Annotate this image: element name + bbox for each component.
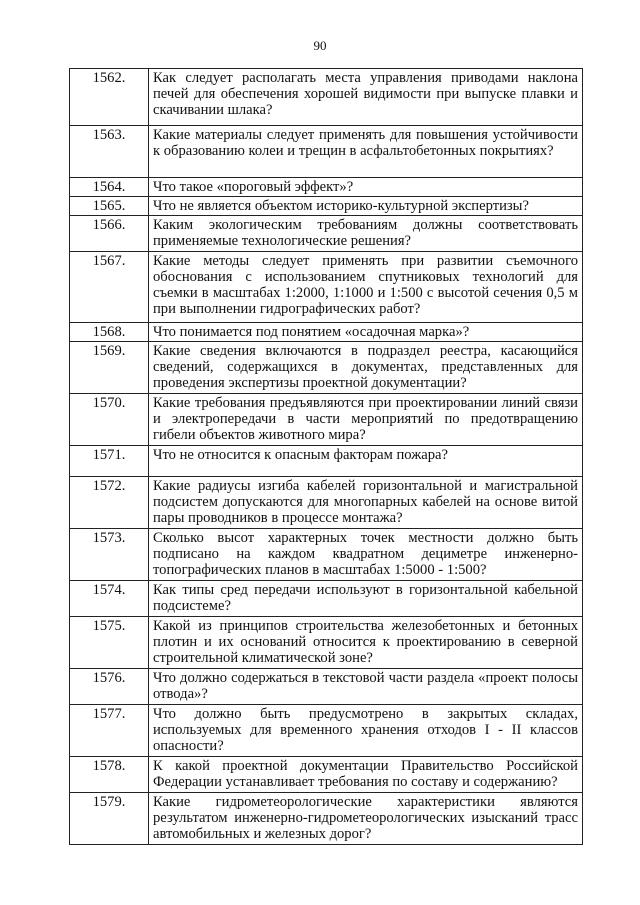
question-number: 1567. <box>70 252 149 323</box>
question-text: Какие радиусы изгиба кабелей горизонтальной и магистральной подсистем допускаются для многопарных кабелей на основе витой пары проводников в процессе монтажа? <box>149 477 583 529</box>
table-row <box>70 446 583 477</box>
question-text: Какой из принципов строительства железобетонных и бетонных плотин и их оснований относится к проектированию в северной строительной климатической зоне? <box>149 617 583 669</box>
question-number: 1572. <box>70 477 149 529</box>
question-text: Что должно быть предусмотрено в закрытых складах, используемых для временного хранения отходов I - II классов опасности? <box>149 705 583 757</box>
question-text: Какие гидрометеорологические характеристики являются результатом инженерно-гидрометеорологических изысканий трасс автомобильных и железных дорог? <box>149 793 583 845</box>
question-number: 1562. <box>70 69 149 126</box>
question-text: Какие методы следует применять при развитии съемочного обоснования с использованием спутниковых технологий для съемки в масштабах 1:2000, 1:1000 и 1:500 с высотой сечения 0,5 м при выполнении гидрографических работ? <box>149 252 583 323</box>
question-text: Что должно содержаться в текстовой части раздела «проект полосы отвода»? <box>149 669 583 705</box>
question-text: Что такое «пороговый эффект»? <box>149 178 583 197</box>
table-row <box>70 669 583 705</box>
table-row <box>70 477 583 529</box>
question-number: 1575. <box>70 617 149 669</box>
table-row <box>70 216 583 252</box>
question-number: 1571. <box>70 446 149 477</box>
table-row <box>70 793 583 845</box>
question-number: 1569. <box>70 342 149 394</box>
question-number: 1568. <box>70 323 149 342</box>
question-text: Сколько высот характерных точек местности должно быть подписано на каждом квадратном дециметре инженерно-топографических планов в масштабах 1:5000 - 1:500? <box>149 529 583 581</box>
table-row <box>70 323 583 342</box>
question-number: 1564. <box>70 178 149 197</box>
question-number: 1563. <box>70 126 149 178</box>
question-text: Как типы сред передачи используют в горизонтальной кабельной подсистеме? <box>149 581 583 617</box>
question-number: 1574. <box>70 581 149 617</box>
question-text: Что не является объектом историко-культурной экспертизы? <box>149 197 583 216</box>
question-number: 1577. <box>70 705 149 757</box>
table-row <box>70 757 583 793</box>
table-row <box>70 394 583 446</box>
question-text: Что не относится к опасным факторам пожара? <box>149 446 583 477</box>
question-text: Какие материалы следует применять для повышения устойчивости к образованию колеи и трещин в асфальтобетонных покрытиях? <box>149 126 583 178</box>
table-row <box>70 197 583 216</box>
question-text: К какой проектной документации Правительство Российской Федерации устанавливает требования по составу и содержанию? <box>149 757 583 793</box>
table-row <box>70 617 583 669</box>
table-row <box>70 529 583 581</box>
question-text: Что понимается под понятием «осадочная марка»? <box>149 323 583 342</box>
question-number: 1570. <box>70 394 149 446</box>
questions-table <box>69 68 583 845</box>
question-text: Какие сведения включаются в подраздел реестра, касающийся сведений, содержащихся в документах, представленных для проведения экспертизы проектной документации? <box>149 342 583 394</box>
question-number: 1576. <box>70 669 149 705</box>
question-number: 1573. <box>70 529 149 581</box>
question-number: 1579. <box>70 793 149 845</box>
question-number: 1566. <box>70 216 149 252</box>
question-text: Какие требования предъявляются при проектировании линий связи и электропередачи в части мероприятий по предотвращению гибели объектов животного мира? <box>149 394 583 446</box>
table-row <box>70 178 583 197</box>
table-row <box>70 126 583 178</box>
question-text: Каким экологическим требованиям должны соответствовать применяемые технологические решения? <box>149 216 583 252</box>
table-row <box>70 342 583 394</box>
table-row <box>70 252 583 323</box>
table-row <box>70 705 583 757</box>
question-number: 1565. <box>70 197 149 216</box>
question-text: Как следует располагать места управления приводами наклона печей для обеспечения хорошей видимости при выпуске плавки и скачивании шлака? <box>149 69 583 126</box>
question-number: 1578. <box>70 757 149 793</box>
table-row <box>70 69 583 126</box>
table-row <box>70 581 583 617</box>
page-number: 90 <box>313 38 327 53</box>
